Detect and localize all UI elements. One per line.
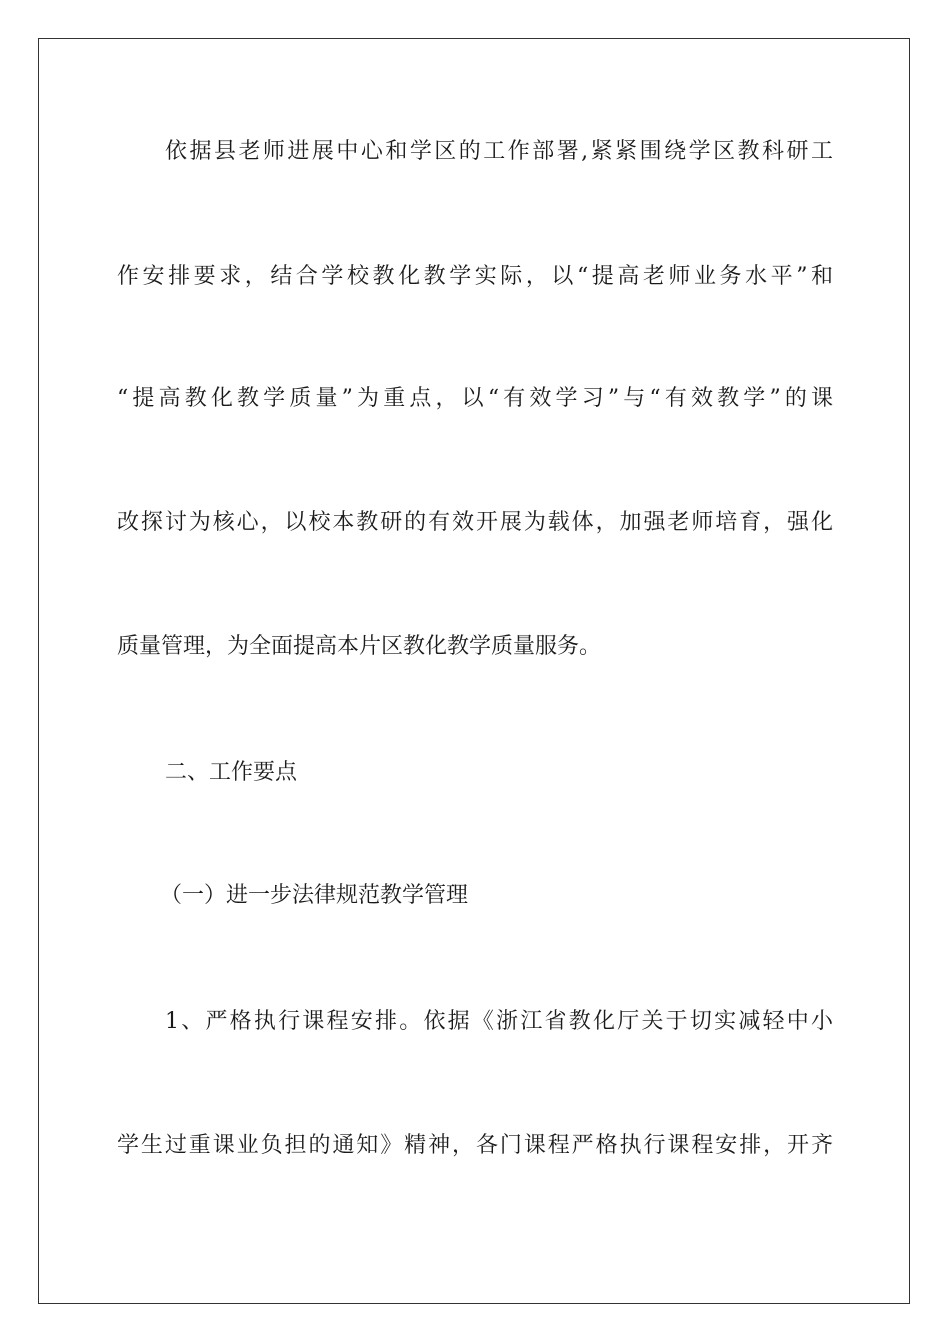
paragraph-line-1: 依据县老师进展中心和学区的工作部署,紧紧围绕学区教科研工 [165, 139, 833, 164]
paragraph-line-6: 1、严格执行课程安排。依据《浙江省教化厅关于切实减轻中小 [165, 1009, 833, 1034]
paragraph-line-2: 作安排要求，结合学校教化教学实际，以“提高老师业务水平”和 [117, 264, 833, 289]
section-heading: 二、工作要点 [165, 760, 298, 785]
subsection-heading: （一）进一步法律规范教学管理 [160, 883, 469, 908]
paragraph-line-7: 学生过重课业负担的通知》精神，各门课程严格执行课程安排，开齐 [117, 1133, 833, 1158]
paragraph-line-4: 改探讨为核心，以校本教研的有效开展为载体，加强老师培育，强化 [117, 510, 833, 535]
paragraph-line-5: 质量管理，为全面提高本片区教化教学质量服务。 [117, 634, 602, 659]
page-frame [38, 38, 910, 1304]
paragraph-line-3: “提高教化教学质量”为重点，以“有效学习”与“有效教学”的课 [117, 386, 833, 411]
